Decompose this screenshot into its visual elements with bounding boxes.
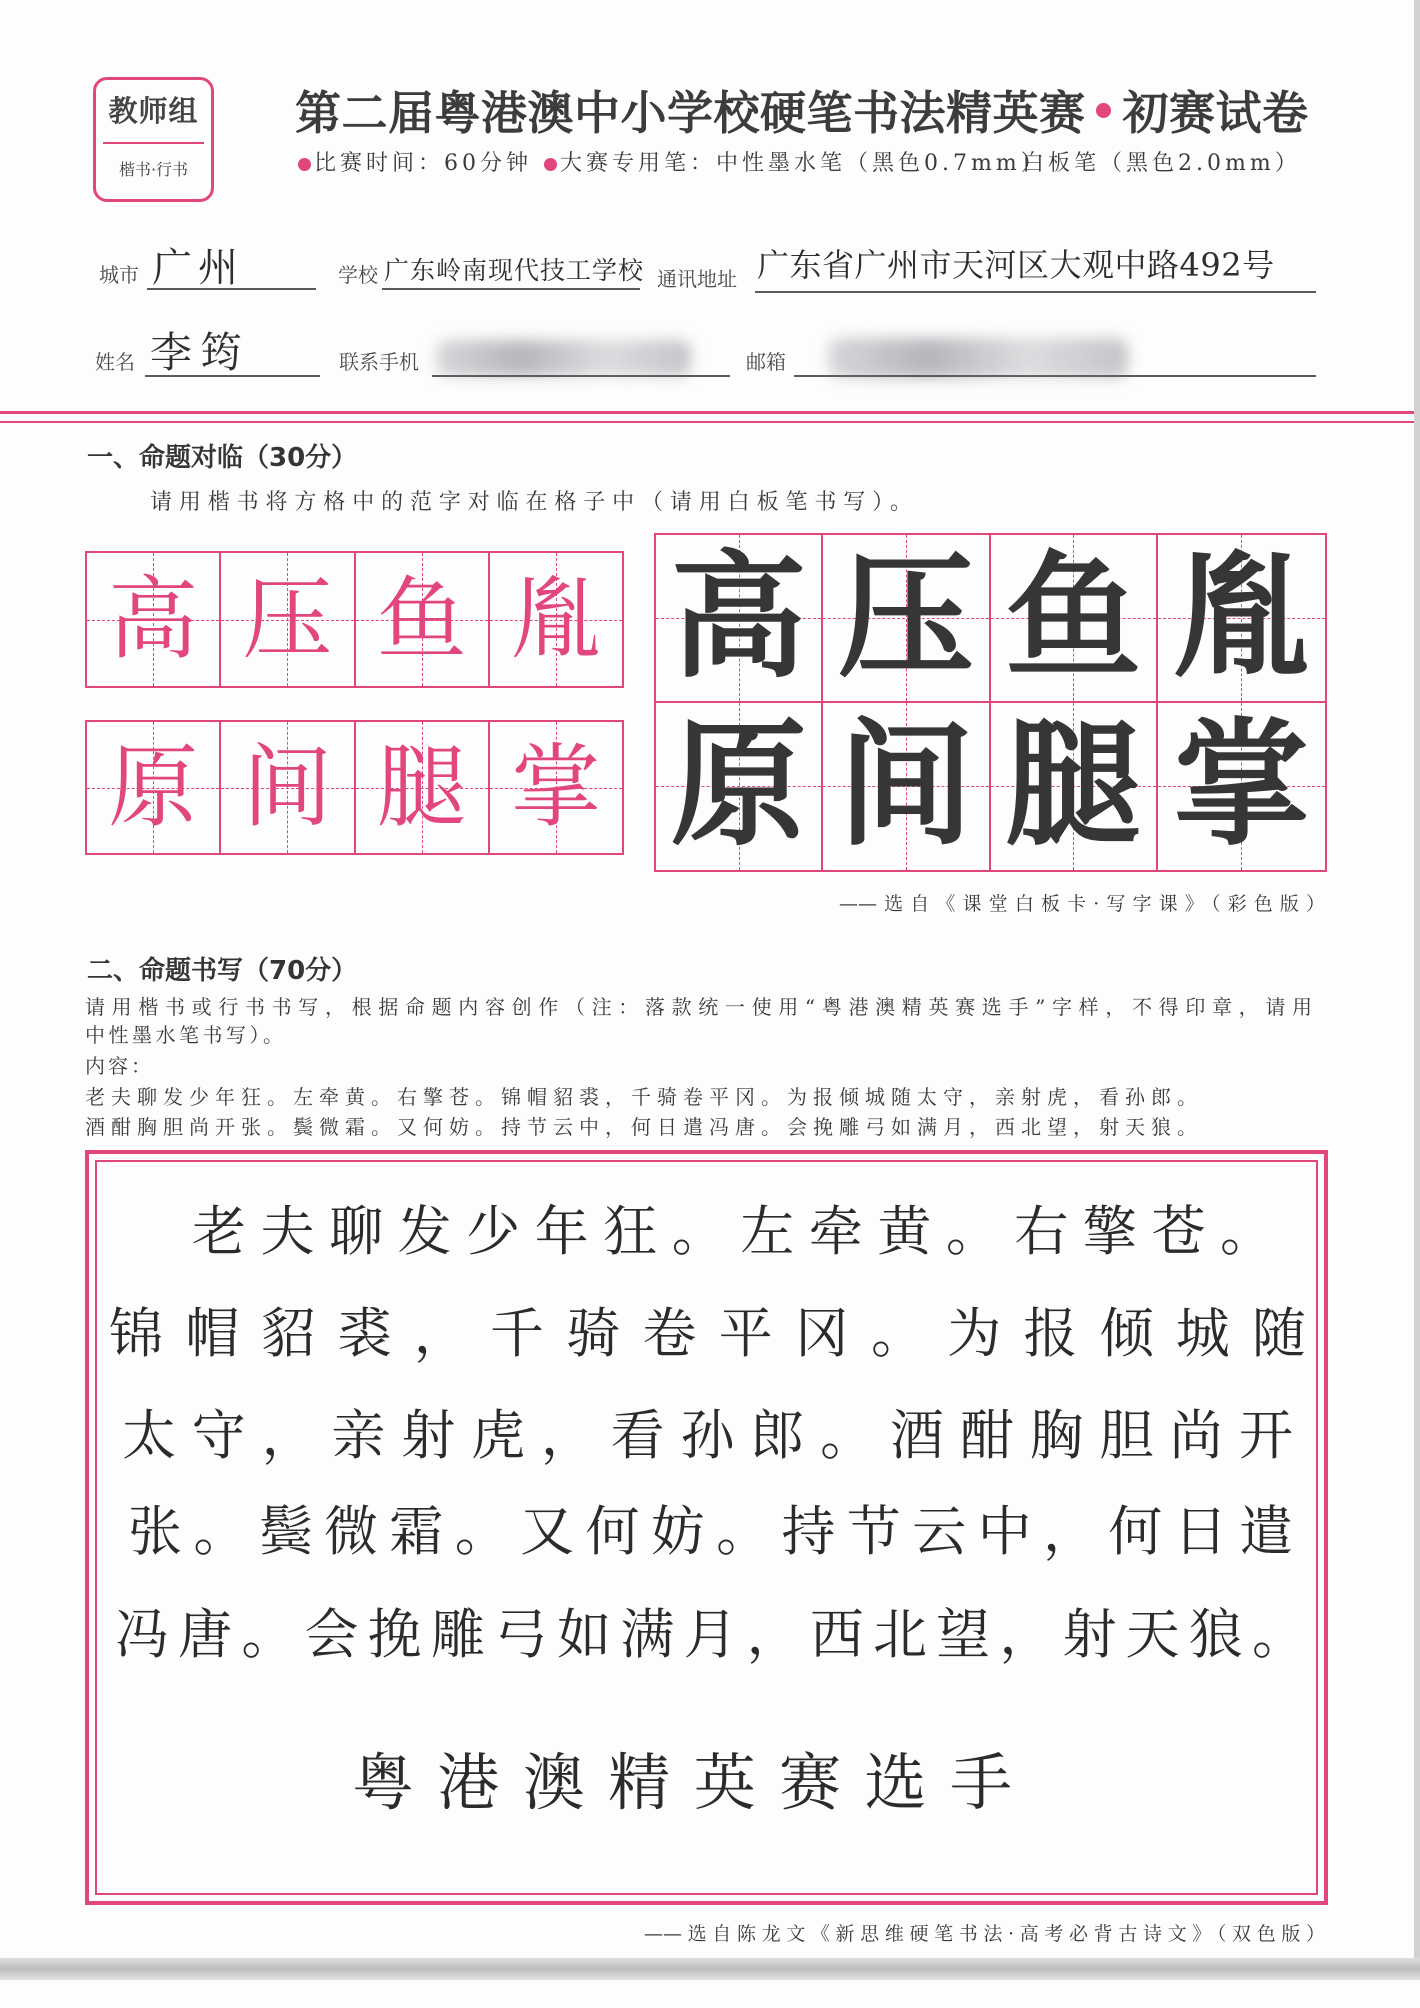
content-line: 酒酣胸胆尚开张。鬓微霜。又何妨。持节云中，何日遣冯唐。会挽雕弓如满月，西北望，射天狼。 <box>85 1115 1197 1139</box>
phone-value-redacted <box>436 340 691 376</box>
badge-group-label: 教师组 <box>108 94 199 128</box>
email-value-redacted <box>828 338 1128 378</box>
sample-grid-cell <box>87 722 221 853</box>
sample-grid-cell <box>490 722 622 853</box>
copy-char: 压 <box>837 538 974 697</box>
section1-instruction: 请用楷书将方格中的范字对临在格子中（请用白板笔书写）。 <box>150 490 912 515</box>
copy-grid-cell[interactable] <box>1158 703 1325 871</box>
sample-char: 胤 <box>510 566 601 672</box>
sample-grid-cell <box>87 553 221 686</box>
sample-char: 鱼 <box>376 566 467 672</box>
handwritten-line: 锦帽貂裘，千骑卷平冈。为报倾城随 <box>109 1302 1306 1365</box>
bullet-icon <box>544 158 557 171</box>
pen-info-whiteboard: 白板笔（黑色2.0mm） <box>1022 151 1301 176</box>
copy-char: 原 <box>670 707 807 866</box>
sample-grid-cell <box>490 553 622 686</box>
title-bullet-icon <box>1096 103 1111 118</box>
group-badge <box>93 77 214 202</box>
section2-instruction-line: 请用楷书或行书书写，根据命题内容创作（注：落款统一使用“粤港澳精英赛选手”字样，不得印章，请用 <box>85 995 1312 1019</box>
address-label: 通讯地址 <box>657 267 737 291</box>
city-label: 城市 <box>99 263 139 287</box>
scan-edge-right <box>1414 0 1420 1958</box>
copy-grid-cell[interactable] <box>991 703 1158 871</box>
sample-grid-row-2 <box>85 720 624 855</box>
badge-divider <box>103 142 204 144</box>
city-value[interactable]: 广州 <box>152 245 244 291</box>
copy-grid-cell[interactable] <box>656 535 823 703</box>
page-title <box>295 84 1309 140</box>
sample-char: 高 <box>108 566 199 672</box>
sample-char: 间 <box>242 734 333 840</box>
handwritten-line: 老夫聊发少年狂。左牵黄。右擎苍。 <box>192 1200 1274 1263</box>
sample-grid-cell <box>356 722 490 853</box>
sample-char: 掌 <box>510 734 601 840</box>
handwritten-line: 张。鬓微霜。又何妨。持节云中，何日遣 <box>128 1500 1293 1563</box>
bullet-icon <box>298 158 311 171</box>
section1-source: ——选自《课堂白板卡·写字课》（彩色版） <box>839 893 1325 915</box>
sample-grid-cell <box>221 722 355 853</box>
section2-heading: 二、命题书写（70分） <box>87 956 358 986</box>
copy-grid-cell[interactable] <box>991 535 1158 703</box>
sample-grid-row-1 <box>85 551 624 688</box>
section2-source: ——选自陈龙文《新思维硬笔书法·高考必背古诗文》（双色版） <box>644 1923 1325 1945</box>
copy-grid-cell[interactable] <box>656 703 823 871</box>
address-value[interactable]: 广东省广州市天河区大观中路492号 <box>757 246 1275 284</box>
sample-grid-cell <box>356 553 490 686</box>
copy-char: 腿 <box>1005 707 1142 866</box>
phone-label: 联系手机 <box>339 350 419 374</box>
writing-box[interactable] <box>85 1150 1328 1905</box>
school-value[interactable]: 广东岭南现代技工学校 <box>384 256 645 285</box>
copy-char: 间 <box>837 707 974 866</box>
header-divider-thick <box>0 411 1414 414</box>
email-label: 邮箱 <box>746 350 786 374</box>
badge-scripts-label: 楷书·行书 <box>118 160 189 179</box>
sample-char: 压 <box>242 566 333 672</box>
address-underline <box>755 291 1316 293</box>
section2-instruction-line: 中性墨水笔书写）。 <box>85 1023 287 1047</box>
copy-grid-cell[interactable] <box>823 703 990 871</box>
title-main: 第二届粤港澳中小学校硬笔书法精英赛 <box>295 86 1086 140</box>
copy-char: 高 <box>670 538 807 697</box>
handwritten-line: 太守，亲射虎，看孙郎。酒酣胸胆尚开 <box>122 1404 1293 1467</box>
copy-char: 胤 <box>1173 538 1310 697</box>
copy-grid-cell[interactable] <box>1158 535 1325 703</box>
sample-char: 原 <box>108 734 199 840</box>
copy-char: 掌 <box>1173 707 1310 866</box>
content-label: 内容： <box>85 1054 154 1078</box>
handwritten-signature: 粤港澳精英赛选手 <box>352 1746 1012 1819</box>
copy-char: 鱼 <box>1005 538 1142 697</box>
scan-edge-bottom <box>0 1958 1420 1980</box>
name-label: 姓名 <box>95 350 135 374</box>
sample-char: 腿 <box>376 734 467 840</box>
content-line: 老夫聊发少年狂。左牵黄。右擎苍。锦帽貂裘，千骑卷平冈。为报倾城随太守，亲射虎，看孙郎。 <box>85 1085 1197 1109</box>
school-label: 学校 <box>338 263 378 287</box>
school-underline <box>382 288 640 290</box>
copy-grid-cell[interactable] <box>823 535 990 703</box>
name-value[interactable]: 李筠 <box>150 328 251 377</box>
header-divider-thin <box>0 421 1414 423</box>
section1-heading: 一、命题对临（30分） <box>87 443 358 473</box>
copy-grid[interactable] <box>654 533 1327 872</box>
pen-info: 大赛专用笔：中性墨水笔（黑色0.7mm） <box>560 151 1047 176</box>
handwritten-line: 冯唐。会挽雕弓如满月，西北望，射天狼。 <box>115 1603 1306 1666</box>
time-info: 比赛时间：60分钟 <box>314 151 532 176</box>
sample-grid-cell <box>221 553 355 686</box>
title-suffix: 初赛试卷 <box>1122 86 1309 140</box>
